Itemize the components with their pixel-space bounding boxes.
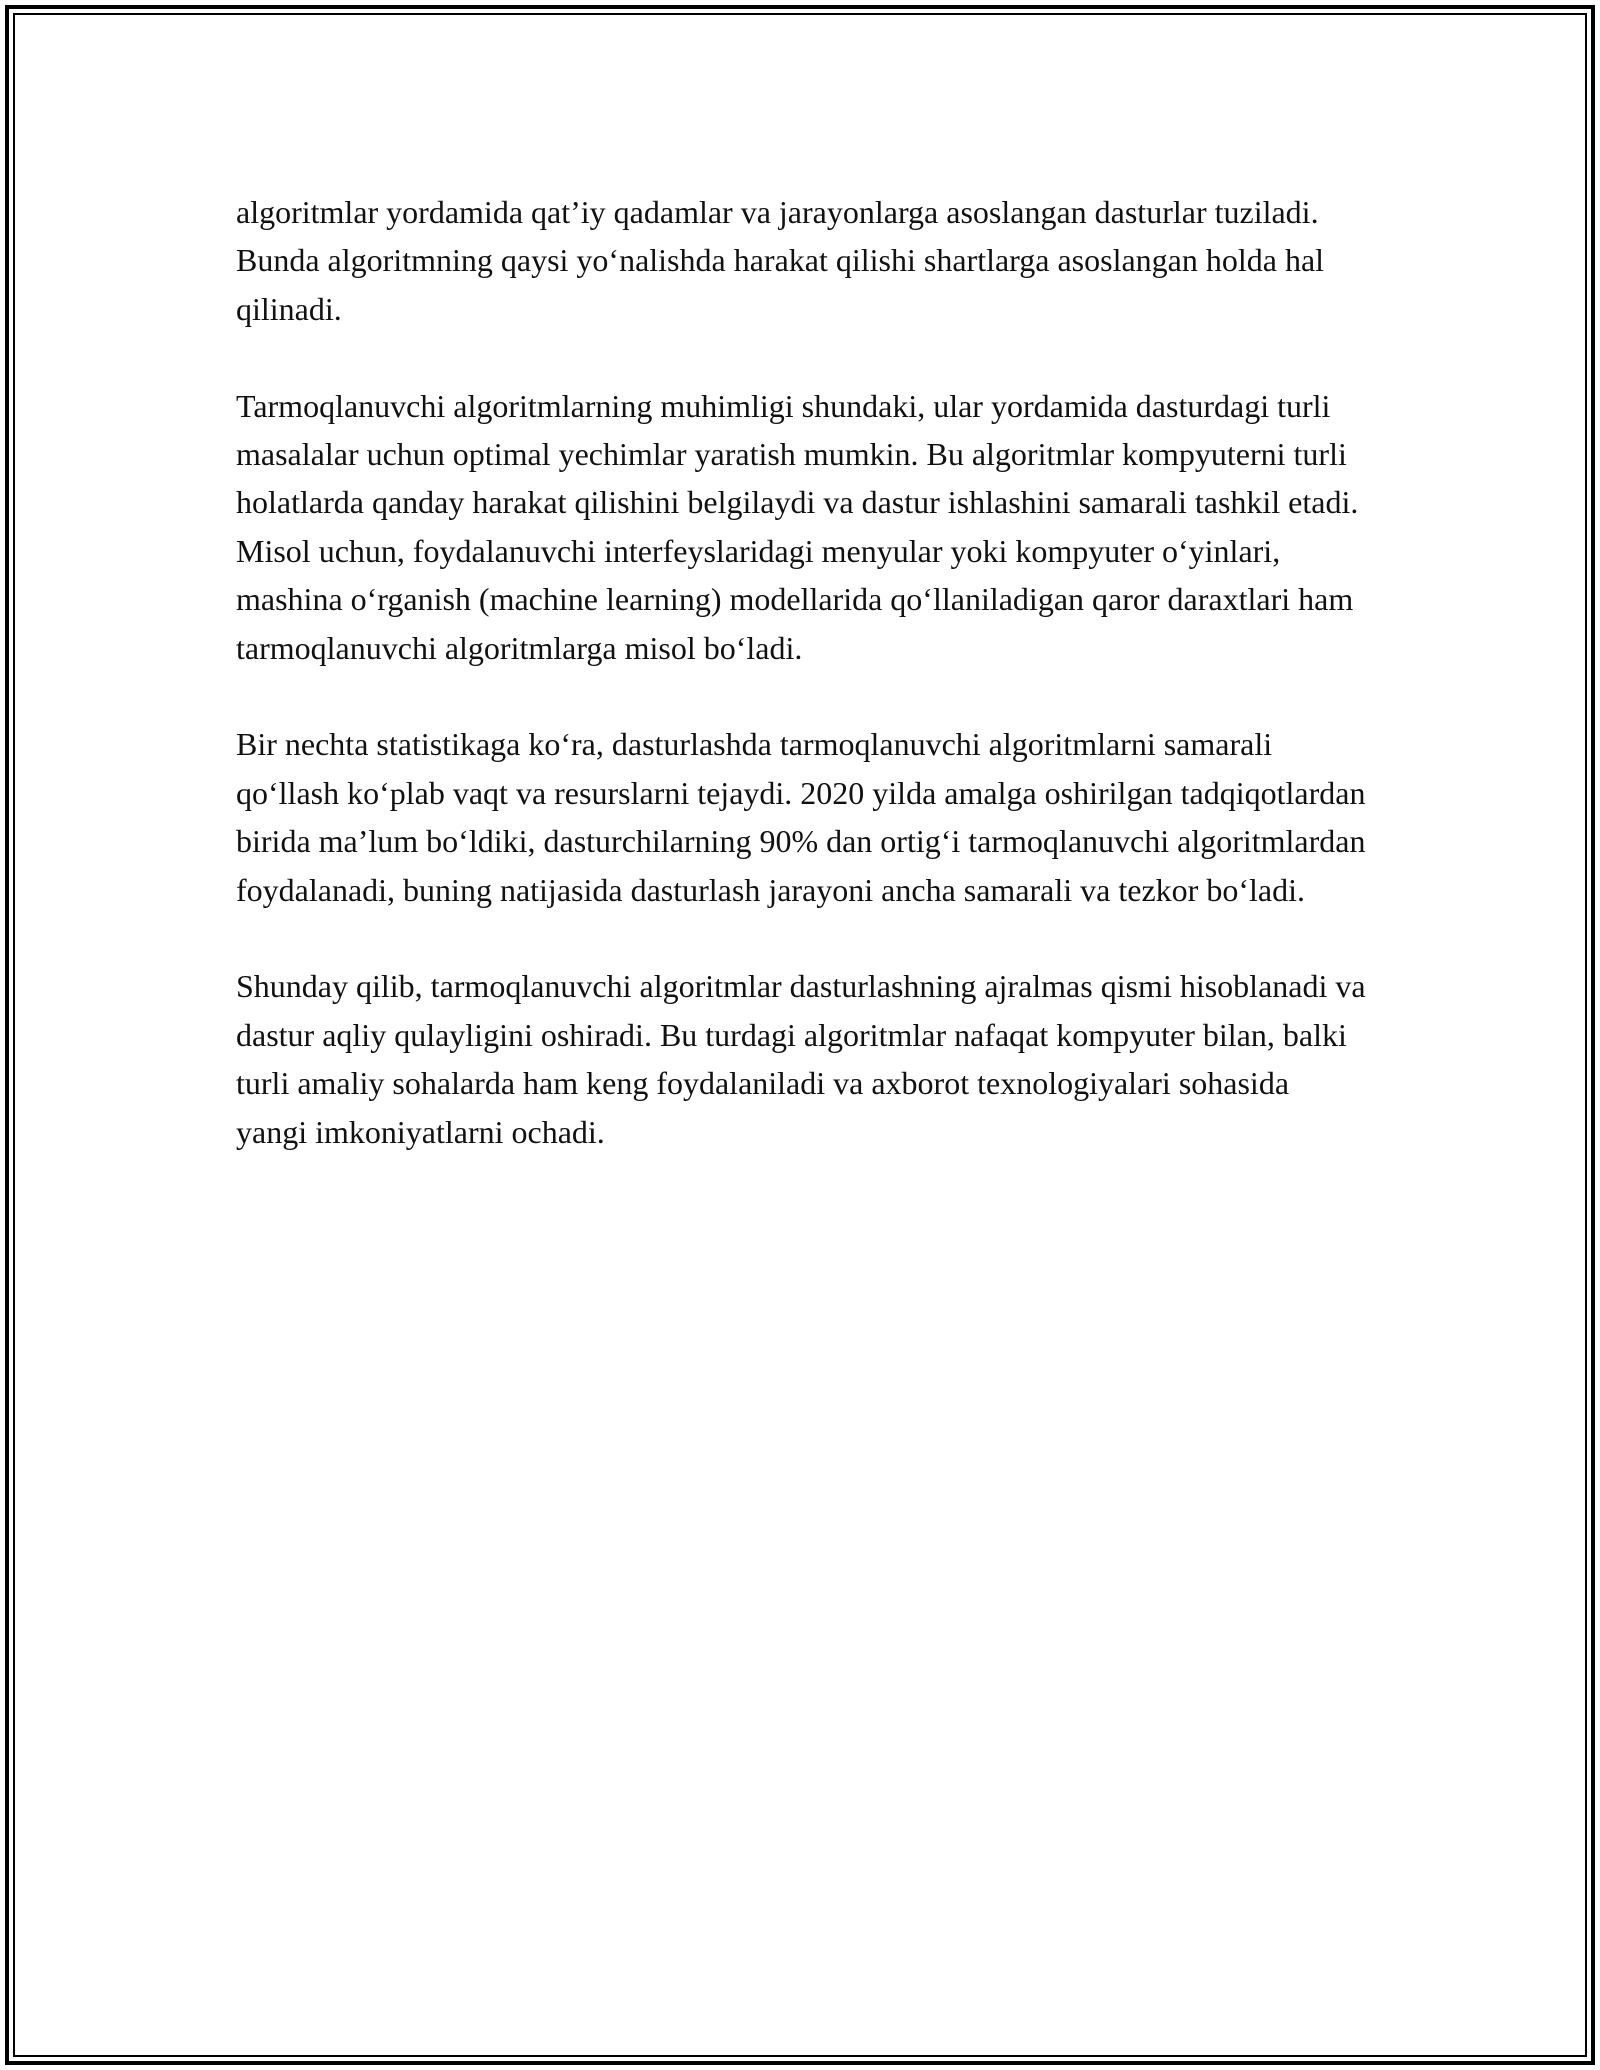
paragraph-3: Bir nechta statistikaga ko‘ra, dasturlashda tarmoqlanuvchi algoritmlarni samarali qo‘llash ko‘plab vaqt va resurslarni tejaydi. 2020 yilda amalga oshirilgan tadqiqotlardan birida ma’lum bo‘ldiki, dasturchilarning 90% dan ortig‘i tarmoqlanuvchi algoritmlardan foydalanadi, buning natijasida dasturlash jarayoni ancha samarali va tezkor bo‘ladi. (236, 726, 1366, 908)
paragraph-4: Shunday qilib, tarmoqlanuvchi algoritmlar dasturlashning ajralmas qismi hisoblanadi va dastur aqliy qulayligini oshiradi. Bu turdagi algoritmlar nafaqat kompyuter bilan, balki turli amaliy sohalarda ham keng foydalaniladi va axborot texnologiyalari sohasida yangi imkoniyatlarni ochadi. (236, 968, 1366, 1150)
paragraph-2: Tarmoqlanuvchi algoritmlarning muhimligi shundaki, ular yordamida dasturdagi turli masalalar uchun optimal yechimlar yaratish mumkin. Bu algoritmlar kompyuterni turli holatlarda qanday harakat qilishini belgilaydi va dastur ishlashini samarali tashkil etadi. Misol uchun, foydalanuvchi interfeyslaridagi menyular yoki kompyuter o‘yinlari, mashina o‘rganish (machine learning) modellarida qo‘llaniladigan qaror daraxtlari ham tarmoqlanuvchi algoritmlarga misol bo‘ladi. (236, 387, 1359, 666)
paragraph-1: algoritmlar yordamida qat’iy qadamlar va jarayonlarga asoslangan dasturlar tuziladi. Bunda algoritmning qaysi yo‘nalishda harakat qilishi shartlarga asoslangan holda hal qilinadi. (236, 194, 1325, 327)
document-body (236, 188, 1366, 1204)
